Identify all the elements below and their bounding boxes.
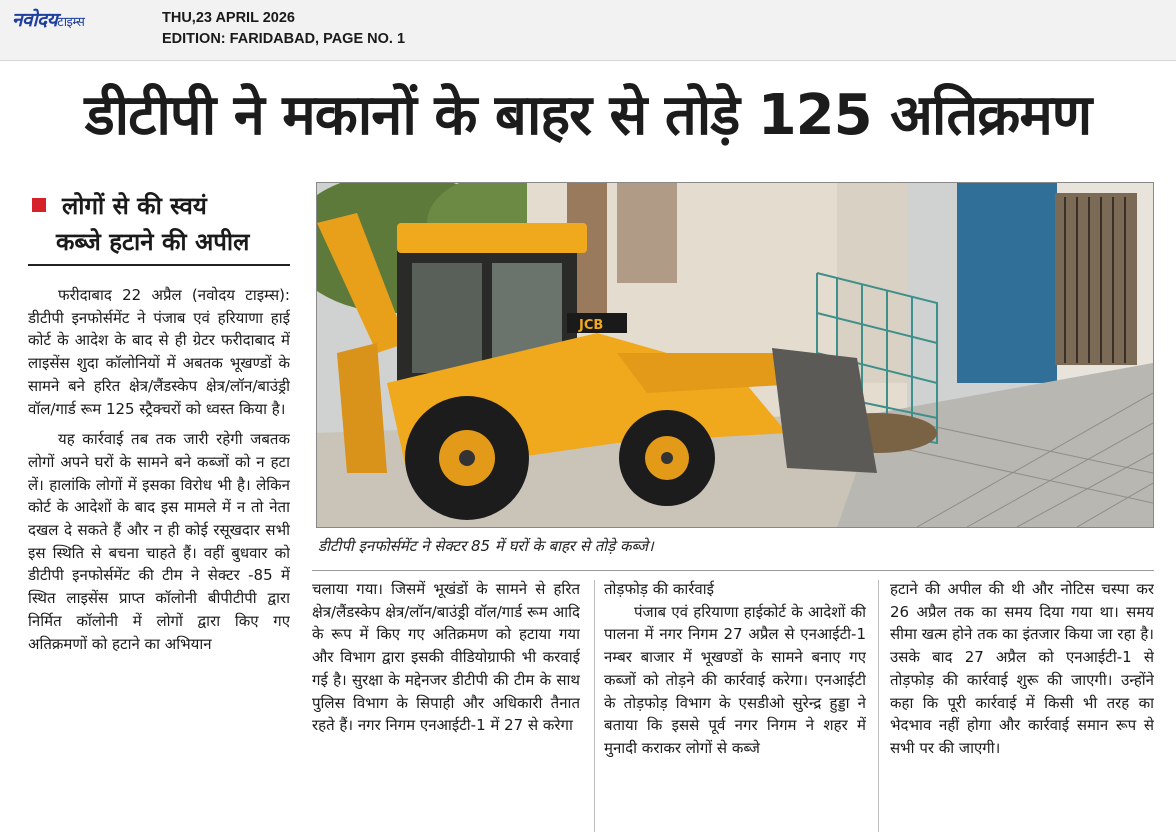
- edition-header: [0, 0, 1176, 61]
- subheadline-line-2: कब्जे हटाने की अपील: [56, 228, 250, 256]
- subheadline-line-1: लोगों से की स्वयं: [62, 192, 207, 220]
- article-photo: [316, 182, 1154, 528]
- svg-text:JCB: JCB: [579, 318, 604, 333]
- red-square-bullet-icon: [32, 198, 46, 212]
- bulldozer-photo-illustration: [317, 183, 1153, 527]
- newspaper-logo[interactable]: [12, 6, 84, 32]
- column-3-subheading: तोड़फोड़ की कार्रवाई: [604, 580, 715, 598]
- column-1-paragraph-2: यह कार्रवाई तब तक जारी रहेगी जबतक लोगों अपने घरों के सामने बने कब्जों को न हटा लें। हालांकि लोगों में इसका विरोध भी है। लेकिन कोर्ट के आदेशों के बाद इस मामले में न तो नेता दखल दे सकते हैं और न ही कोई रसूखदार सभी इस स्थिति से बचना चाहते हैं। वहीं बुधवार को डीटीपी इनफोर्समेंट की टीम ने सेक्टर -85 में स्थित लाइसेंस प्राप्त कॉलोनी बीपीटीपी द्वारा निर्मित कॉलोनी में लोगों द्वारा किए गए अतिक्रमणों को हटाने का अभियान: [28, 430, 290, 653]
- column-1-paragraph-1: फरीदाबाद 22 अप्रैल (नवोदय टाइम्स): डीटीपी इनफोर्समेंट ने पंजाब एवं हरियाणा हाई कोर्ट के आदेश के बाद से ही ग्रेटर फरीदाबाद में लाइसेंस शुदा कॉलोनियों में अबतक भूखण्डों के सामने बने हरित क्षेत्र/लैंडस्केप क्षेत्र/लॉन/बाउंड्री वॉल/गार्ड रूम 125 स्ट्रैक्चरों को ध्वस्त किया है।: [28, 286, 290, 418]
- column-4-paragraph-1: हटाने की अपील की थी और नोटिस चस्पा कर 26 अप्रैल तक का समय दिया गया था। समय सीमा खत्म होने तक का इंतजार किया जा रहा है। उसके बाद 27 अप्रैल को एनआईटी-1 से तोड़फोड़ की कार्रवाई शुरू की जाएगी। उन्होंने कहा कि पूरी कार्रवाई में किसी भी तरह का भेदभाव नहीं होगा और कार्रवाई समान रूप से सभी पर की जाएगी।: [890, 580, 1154, 757]
- edition-page: EDITION: FARIDABAD, PAGE NO. 1: [162, 31, 406, 47]
- edition-date: THU,23 APRIL 2026: [162, 10, 295, 26]
- column-3-paragraph-1: पंजाब एवं हरियाणा हाईकोर्ट के आदेशों की पालना में नगर निगम 27 अप्रैल से एनआईटी-1 नम्बर बाजार में भूखण्डों के सामने बनाए गए कब्जों को तोड़ने की कार्रवाई करेगा। एनआईटी के तोड़फोड़ विभाग के एसडीओ सुरेन्द्र हुड्डा ने बताया कि इससे पूर्व नगर निगम ने शहर में मुनादी कराकर लोगों से कब्जे: [604, 602, 866, 757]
- article-column-4: [890, 578, 1154, 834]
- column-top-rule: [312, 570, 1154, 571]
- article-headline: डीटीपी ने मकानों के बाहर से तोड़े 125 अतिक्रमण: [84, 83, 1092, 148]
- photo-caption: डीटीपी इनफोर्समेंट ने सेक्टर 85 में घरों के बाहर से तोड़े कब्जे।: [318, 537, 654, 555]
- column-divider: [594, 580, 595, 832]
- article-column-1: [28, 284, 290, 832]
- edition-meta: [162, 8, 405, 50]
- logo-main: नवोदय: [12, 9, 58, 31]
- article-column-2: [312, 578, 580, 834]
- article-subheadline: [28, 188, 290, 266]
- article-column-3: [604, 578, 866, 834]
- logo-sub: टाइम्स: [57, 15, 85, 30]
- column-2-paragraph-1: चलाया गया। जिसमें भूखंडों के सामने से हरित क्षेत्र/लैंडस्केप क्षेत्र/लॉन/बाउंड्री वॉल/गार्ड रूम आदि के रूप में किए गए अतिक्रमण को हटाया गया और विभाग द्वारा इसकी वीडियोग्राफी भी करवाई गई है। सुरक्षा के मद्देनजर डीटीपी की टीम के साथ पुलिस विभाग के सिपाही और अधिकारी तैनात रहते हैं। नगर निगम एनआईटी-1 में 27 से करेगा: [312, 580, 580, 735]
- column-divider: [878, 580, 879, 832]
